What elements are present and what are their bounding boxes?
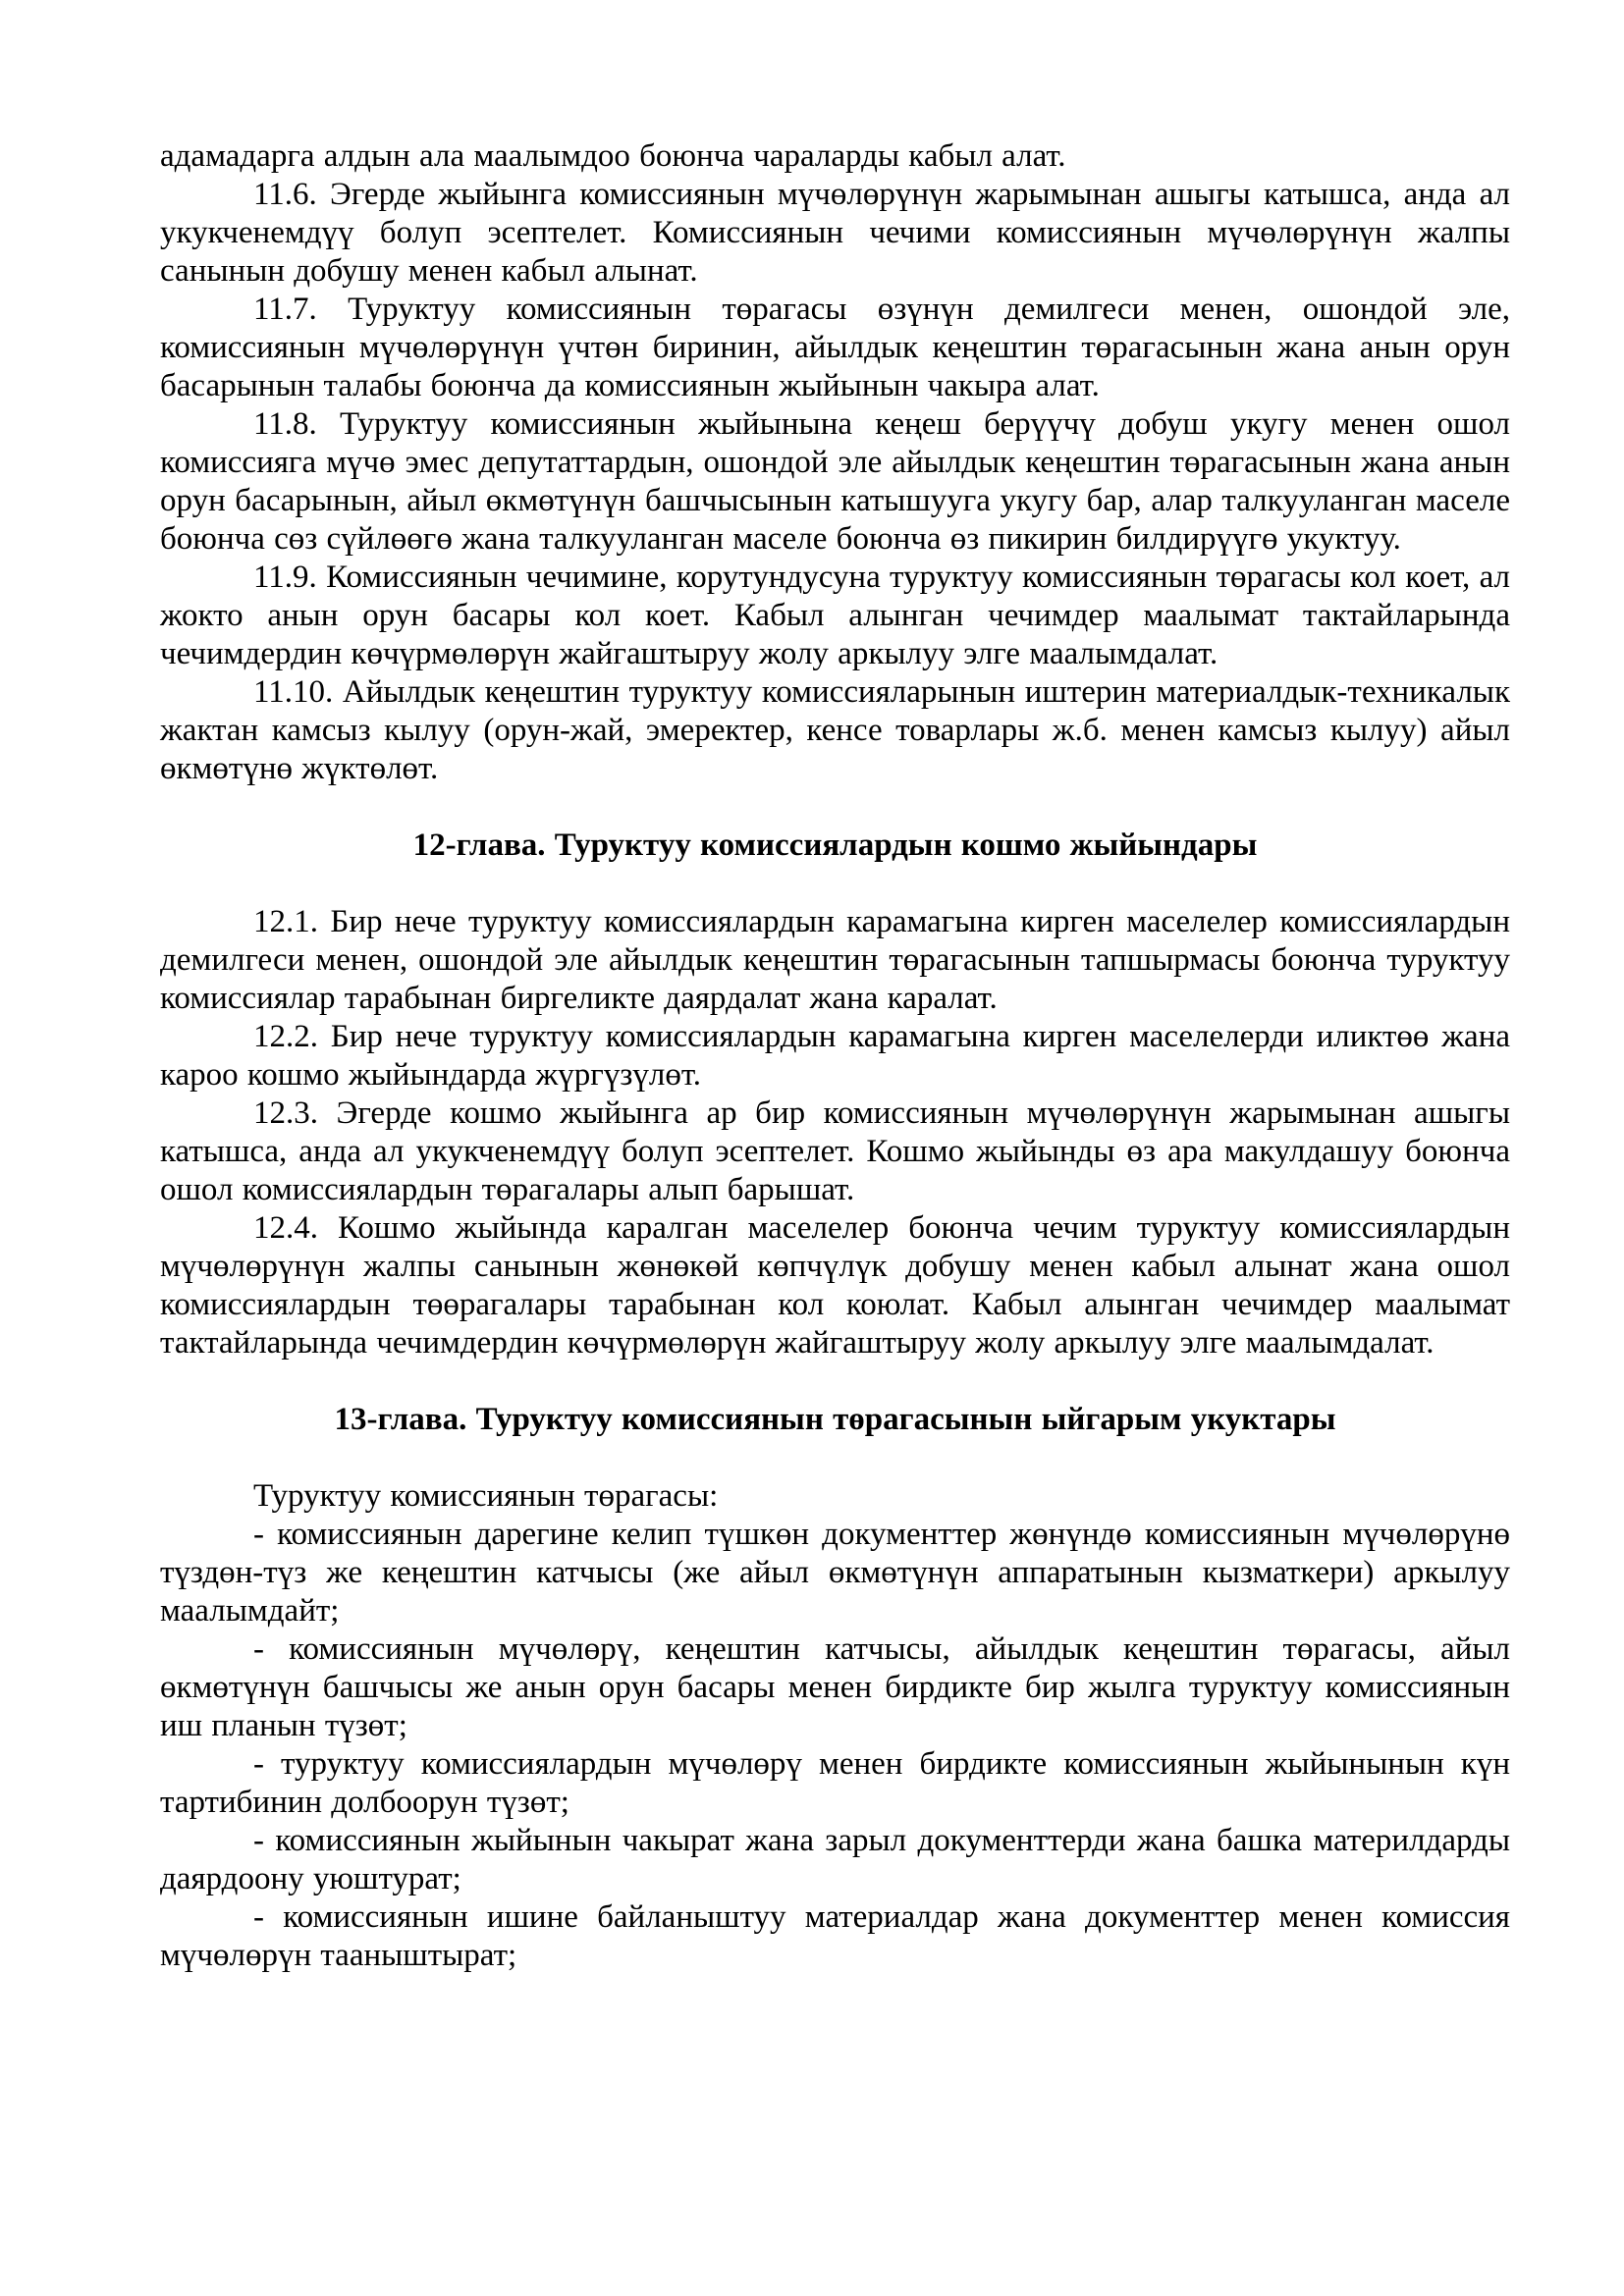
paragraph-11-7: 11.7. Туруктуу комиссиянын төрагасы өзүнүн демилгеси менен, ошондой эле, комиссиянын мүчөлөрүнүн үчтөн биринин, айылдык кеңештин төрагасынын жана анын орун басарынын талабы боюнча да комиссиянын жыйынын чакыра алат.: [160, 292, 1510, 403]
paragraph-duty-4: - комиссиянын жыйынын чакырат жана зарыл документтерди жана башка материлдарды даярдоону уюштурат;: [160, 1823, 1510, 1896]
paragraph-duty-5: - комиссиянын ишине байланыштуу материалдар жана документтер менен комиссия мүчөлөрүн тааныштырат;: [160, 1899, 1510, 1973]
paragraph-duty-2: - комиссиянын мүчөлөрү, кеңештин катчысы, айылдык кеңештин төрагасы, айыл өкмөтүнүн башчысы же анын орун басары менен бирдикте бир жылга туруктуу комиссиянын иш планын түзөт;: [160, 1631, 1510, 1743]
paragraph-12-3: 12.3. Эгерде кошмо жыйынга ар бир комиссиянын мүчөлөрүнүн жарымынан ашыгы катышса, анда ал укукченемдүү болуп эсептелет. Кошмо жыйынды өз ара макулдашуу боюнча ошол комиссиялардын төрагалары алып барышат.: [160, 1095, 1510, 1207]
paragraph-12-4: 12.4. Кошмо жыйында каралган маселелер боюнча чечим туруктуу комиссиялардын мүчөлөрүнүн жалпы санынын жөнөкөй көпчүлүк добушу менен кабыл алынат жана ошол комиссиялардын төөрагалары тарабынан кол коюлат. Кабыл алынган чечимдер маалымат тактайларында чечимдердин көчүрмөлөрүн жайгаштыруу жолу аркылуу элге маалымдалат.: [160, 1210, 1510, 1361]
document-text: [160, 137, 1510, 1975]
paragraph-11-9: 11.9. Комиссиянын чечимине, корутундусуна туруктуу комиссиянын төрагасы кол коет, ал жокто анын орун басары кол коет. Кабыл алынган чечимдер маалымат тактайларында чечимдердин көчүрмөлөрүн жайгаштыруу жолу аркылуу элге маалымдалат.: [160, 560, 1510, 671]
paragraph-chairman-intro: Туруктуу комиссиянын төрагасы:: [253, 1478, 719, 1514]
paragraph-continued: адамадарга алдын ала маалымдоо боюнча чараларды кабыл алат.: [160, 138, 1066, 174]
paragraph-11-10: 11.10. Айылдык кеңештин туруктуу комиссияларынын иштерин материалдык-техникалык жактан камсыз кылуу (орун-жай, эмеректер, кенсе товарлары ж.б. менен камсыз кылуу) айыл өкмөтүнө жүктөлөт.: [160, 674, 1510, 786]
chapter-13-heading: 13-глава. Туруктуу комиссиянын төрагасынын ыйгарым укуктары: [334, 1402, 1336, 1437]
paragraph-duty-3: - туруктуу комиссиялардын мүчөлөрү менен бирдикте комиссиянын жыйынынын күн тартибинин долбоорун түзөт;: [160, 1746, 1510, 1820]
chapter-12-heading: 12-глава. Туруктуу комиссиялардын кошмо жыйындары: [412, 828, 1258, 863]
paragraph-11-8: 11.8. Туруктуу комиссиянын жыйынына кеңеш берүүчү добуш укугу менен ошол комиссияга мүчө эмес депутаттардын, ошондой эле айылдык кеңештин төрагасынын жана анын орун басарынын, айыл өкмөтүнүн башчысынын катышууга укугу бар, алар талкууланган маселе боюнча сөз сүйлөөгө жана талкууланган маселе боюнча өз пикирин билдирүүгө укуктуу.: [160, 406, 1510, 557]
paragraph-12-1: 12.1. Бир нече туруктуу комиссиялардын карамагына кирген маселелер комиссиялардын демилгеси менен, ошондой эле айылдык кеңештин төрагасынын тапшырмасы боюнча туруктуу комиссиялар тарабынан биргеликте даярдалат жана каралат.: [160, 904, 1510, 1016]
paragraph-11-6: 11.6. Эгерде жыйынга комиссиянын мүчөлөрүнүн жарымынан ашыгы катышса, анда ал укукченемдүү болуп эсептелет. Комиссиянын чечими комиссиянын мүчөлөрүнүн жалпы санынын добушу менен кабыл алынат.: [160, 177, 1510, 289]
paragraph-duty-1: - комиссиянын дарегине келип түшкөн документтер жөнүндө комиссиянын мүчөлөрүнө түздөн-түз же кеңештин катчысы (же айыл өкмөтүнүн аппаратынын кызматкери) аркылуу маалымдайт;: [160, 1517, 1510, 1629]
paragraph-12-2: 12.2. Бир нече туруктуу комиссиялардын карамагына кирген маселелерди иликтөө жана кароо кошмо жыйындарда жүргүзүлөт.: [160, 1019, 1510, 1093]
